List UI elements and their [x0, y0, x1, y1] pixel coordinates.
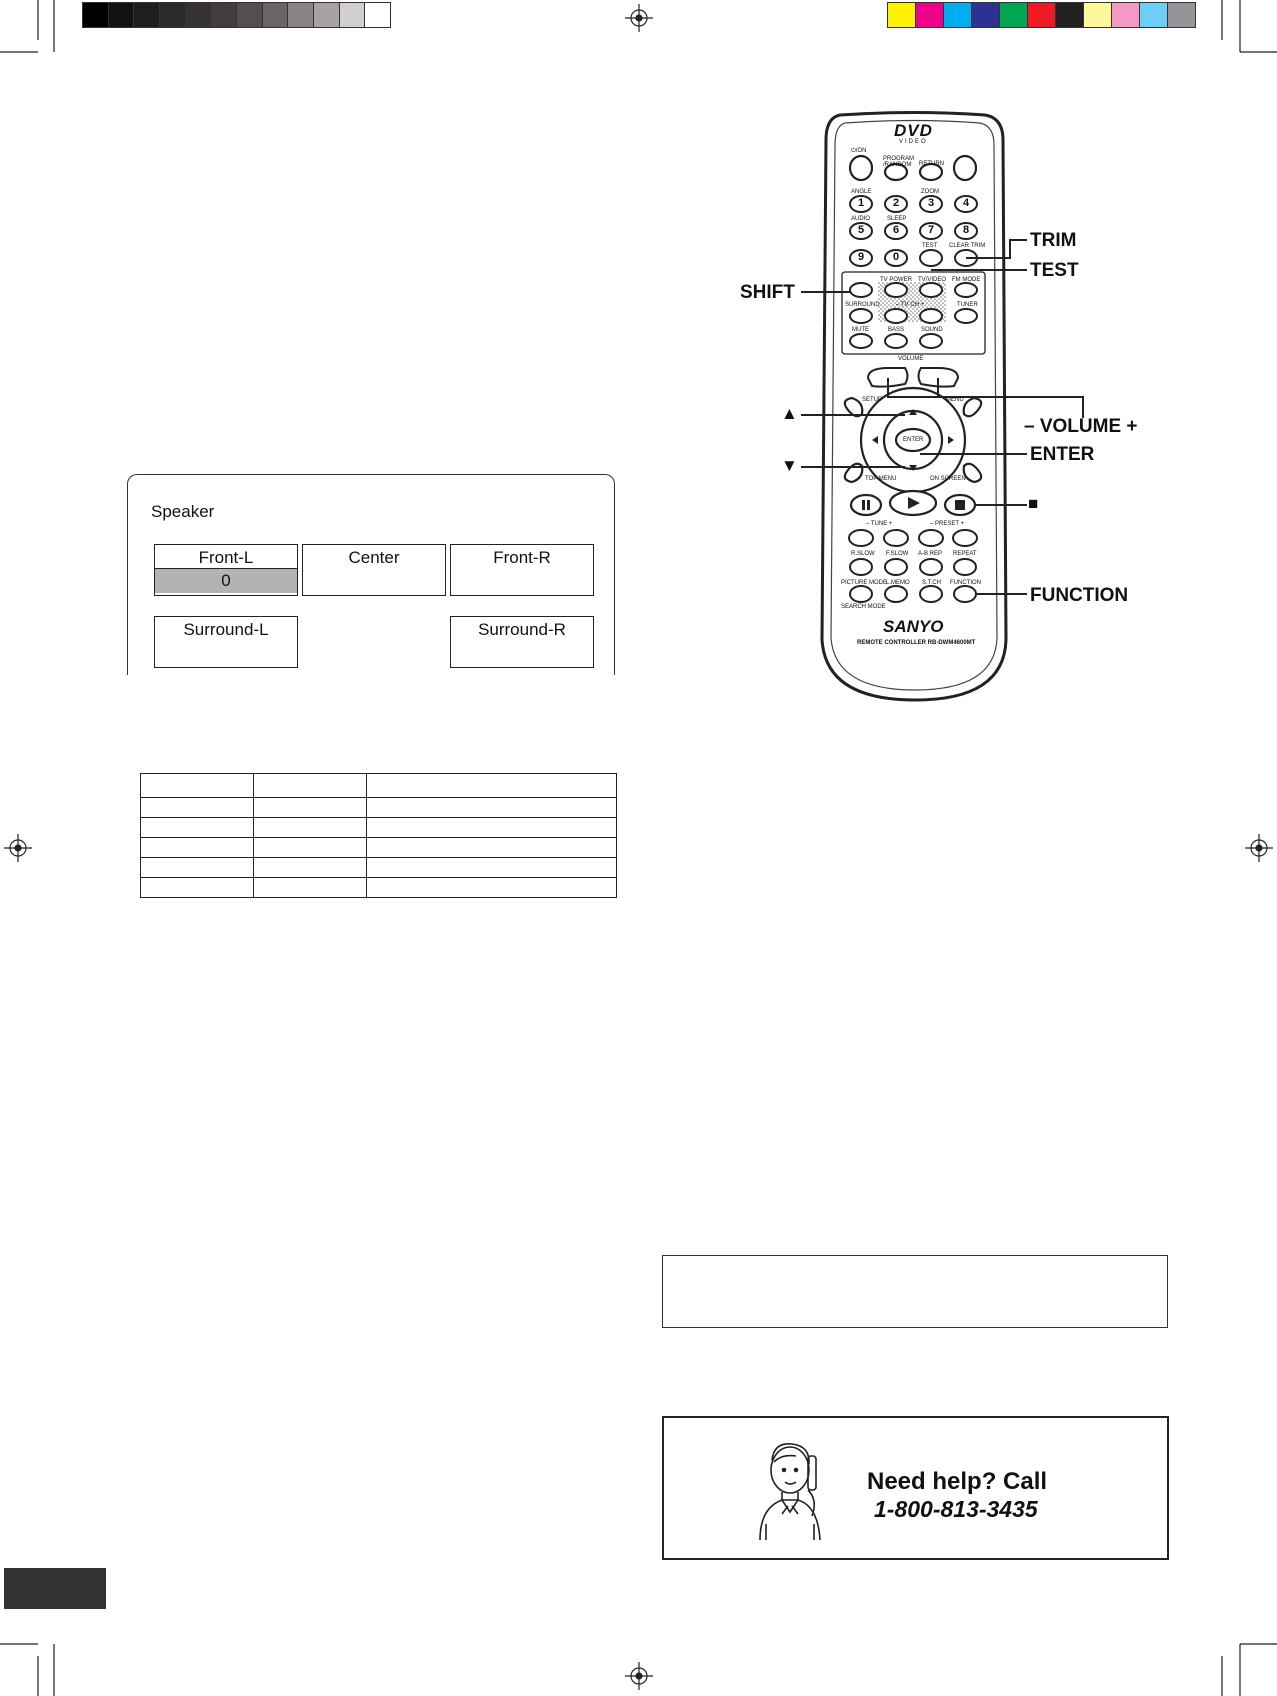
remote-label-on-screen: ON SCREEN — [930, 476, 966, 482]
speaker-front-r-label: Front-R — [493, 548, 551, 567]
remote-label-setup: SETUP — [862, 397, 883, 403]
speaker-center-label: Center — [348, 548, 400, 567]
remote-label-surround: SURROUND — [845, 302, 880, 308]
remote-label-function: FUNCTION — [950, 580, 981, 586]
remote-label-top-menu: TOP MENU — [865, 476, 897, 482]
remote-digit-button[interactable]: 3 — [927, 197, 935, 209]
help-person-illustration — [752, 1436, 832, 1542]
help-line-1: Need help? Call — [867, 1468, 1048, 1495]
remote-label-on: ⏻/ON — [851, 148, 867, 154]
remote-label-test: TEST — [922, 243, 938, 249]
speaker-surround-l-label: Surround-L — [183, 620, 269, 639]
remote-label-volume: VOLUME — [898, 356, 924, 362]
speaker-surround-r-label: Surround-R — [478, 620, 566, 639]
remote-brand: SANYO — [883, 617, 944, 636]
remote-digit-button[interactable]: 9 — [857, 251, 865, 263]
remote-label-program: PROGRAM /RANDOM — [883, 156, 915, 168]
remote-label-ab-rep: A-B REP — [918, 551, 943, 557]
remote-digit-button[interactable]: 1 — [857, 197, 865, 209]
callout-test: TEST — [1030, 260, 1079, 281]
remote-label-picture-mode: PICTURE MODE — [841, 580, 888, 586]
remote-label-tuner: TUNER — [957, 302, 978, 308]
note-box — [662, 1255, 1168, 1328]
help-box — [662, 1416, 1169, 1560]
remote-digit-button[interactable]: 6 — [892, 224, 900, 236]
remote-digit-button[interactable]: 5 — [857, 224, 865, 236]
callout-enter: ENTER — [1030, 444, 1095, 465]
remote-label-enter: ENTER — [903, 437, 924, 443]
remote-label-bass: BASS — [888, 327, 905, 333]
remote-label-tv-ch: – TV CH + — [896, 302, 925, 308]
help-phone-number: 1-800-813-3435 — [874, 1496, 1038, 1522]
remote-label-tune: – TUNE + — [866, 521, 893, 527]
remote-label-r-slow: R.SLOW — [851, 551, 875, 557]
callout-up-arrow-icon: ▲ — [781, 404, 798, 423]
remote-digit-button[interactable]: 7 — [927, 224, 935, 236]
remote-digit-button[interactable]: 8 — [962, 224, 970, 236]
callout-shift: SHIFT — [740, 282, 795, 303]
remote-label-clear-trim: CLEAR TRIM — [949, 243, 986, 249]
remote-label-repeat: REPEAT — [953, 551, 977, 557]
remote-label-zoom: ZOOM — [921, 189, 939, 195]
remote-label-sound: SOUND — [921, 327, 943, 333]
remote-label-audio: AUDIO — [851, 216, 871, 222]
remote-label-sleep: SLEEP — [887, 216, 907, 222]
remote-label-f-slow: F.SLOW — [886, 551, 909, 557]
callout-down-arrow-icon: ▼ — [781, 456, 798, 475]
speaker-title: Speaker — [151, 502, 215, 521]
remote-digit-button[interactable]: 4 — [962, 197, 970, 209]
page-tab — [4, 1568, 106, 1609]
remote-label-stch: S.T.CH — [922, 580, 942, 586]
remote-label-angle: ANGLE — [851, 189, 872, 195]
callout-trim: TRIM — [1030, 230, 1077, 251]
speaker-front-l-value: 0 — [155, 568, 297, 593]
remote-logo: DVD — [894, 121, 933, 140]
remote-label-menu: MENU — [946, 397, 964, 403]
speaker-front-l-label: Front-L — [198, 548, 254, 567]
remote-label-l-memo: L.MEMO — [886, 580, 910, 586]
callout-volume: – VOLUME + — [1024, 416, 1138, 437]
remote-label-search-mode: SEARCH MODE — [841, 604, 886, 610]
remote-logo-sub: VIDEO — [899, 139, 928, 145]
remote-label-tv-power: TV POWER — [880, 277, 913, 283]
remote-label-return: RETURN — [919, 161, 944, 167]
remote-label-preset: – PRESET + — [930, 521, 965, 527]
remote-digit-button[interactable]: 0 — [892, 251, 900, 263]
remote-label-tv-video: TV/VIDEO — [918, 277, 947, 283]
remote-digit-button[interactable]: 2 — [892, 197, 900, 209]
remote-label-fm-mode: FM MODE — [952, 277, 981, 283]
remote-model: REMOTE CONTROLLER RB-DWM4600MT — [857, 640, 976, 646]
callout-function: FUNCTION — [1030, 585, 1129, 606]
callout-stop-icon: ■ — [1028, 494, 1039, 513]
remote-label-mute: MUTE — [852, 327, 869, 333]
